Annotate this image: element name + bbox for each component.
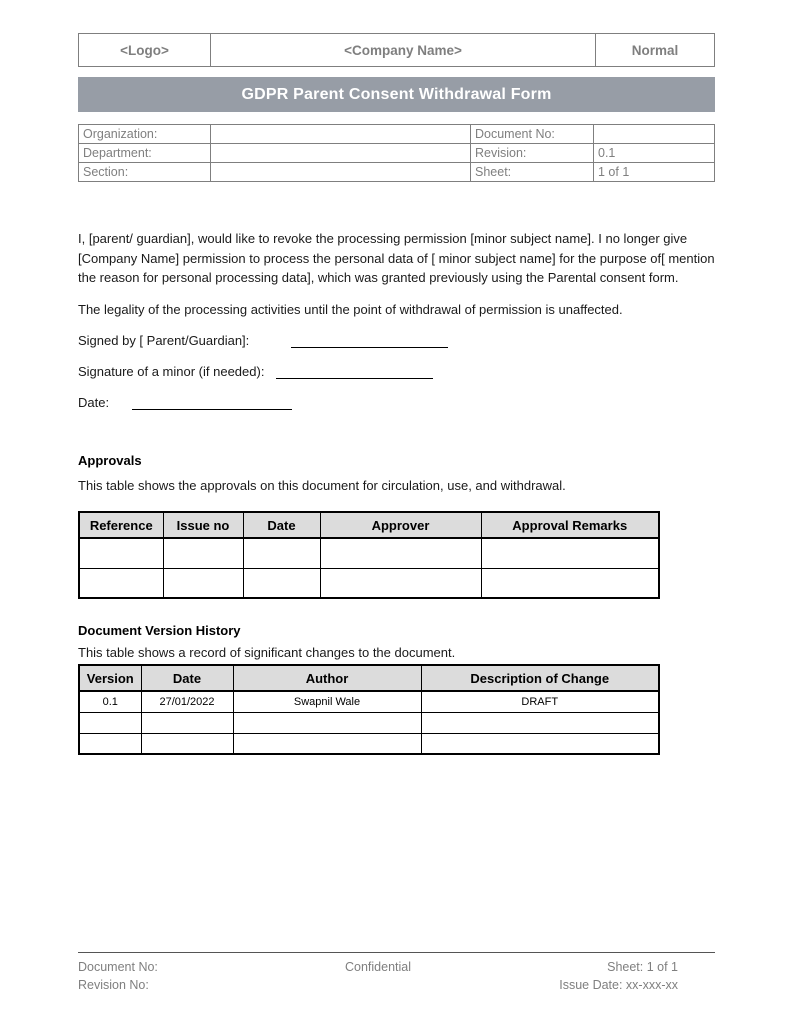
version-date: 27/01/2022 [141, 691, 233, 712]
document-no-value-field[interactable] [594, 125, 715, 144]
version-col-author: Author [233, 665, 421, 691]
version-number: 0.1 [79, 691, 141, 712]
sheet-label: Sheet: [471, 163, 594, 182]
approvals-cell[interactable] [243, 538, 320, 568]
version-author: Swapnil Wale [233, 691, 421, 712]
version-history-description: This table shows a record of significant changes to the document. [78, 645, 456, 660]
document-title: GDPR Parent Consent Withdrawal Form [241, 85, 552, 103]
approvals-col-date: Date [243, 512, 320, 538]
approvals-cell[interactable] [79, 538, 163, 568]
footer-confidential-label: Confidential [344, 960, 411, 974]
date-row [78, 393, 715, 410]
date-label: Date: [78, 395, 110, 410]
approvals-cell[interactable] [79, 568, 163, 598]
version-cell[interactable] [141, 712, 233, 733]
version-cell[interactable] [141, 733, 233, 754]
template-type-label: Normal [596, 34, 715, 67]
approvals-description: This table shows the approvals on this document for circulation, use, and withdrawal. [78, 478, 566, 493]
date-line[interactable] [132, 395, 292, 410]
version-cell[interactable] [233, 712, 421, 733]
section-value-field[interactable] [211, 163, 471, 182]
footer-document-no: Document No: [78, 960, 158, 974]
version-header-row [79, 665, 659, 691]
version-data-row [79, 691, 659, 712]
logo-placeholder[interactable]: <Logo> [79, 34, 211, 67]
approvals-table [78, 511, 660, 599]
organization-label: Organization: [79, 125, 211, 144]
version-cell[interactable] [233, 733, 421, 754]
version-change-description: DRAFT [421, 691, 659, 712]
organization-value-field[interactable] [211, 125, 471, 144]
consent-revocation-paragraph: I, [parent/ guardian], would like to revoke the processing permission [minor subject name]. I no longer give [Company Name] permission to process the personal data of [ minor subject name] for the purpose of[ mention the reason for personal processing data], which was granted previously using the Parental consent form. [78, 231, 715, 285]
footer-issue-date: Issue Date: xx-xxx-xx [559, 978, 678, 992]
company-name-placeholder[interactable]: <Company Name> [211, 34, 596, 67]
approvals-header-row [79, 512, 659, 538]
approvals-heading: Approvals [78, 453, 142, 468]
document-no-label: Document No: [471, 125, 594, 144]
department-label: Department: [79, 144, 211, 163]
version-cell[interactable] [421, 712, 659, 733]
footer-left [78, 958, 278, 994]
signed-by-signature-line[interactable] [291, 333, 448, 348]
approvals-col-remarks: Approval Remarks [481, 512, 659, 538]
metadata-row [79, 144, 715, 163]
approvals-empty-row [79, 568, 659, 598]
footer-center [278, 958, 478, 994]
header-table [78, 33, 715, 67]
version-col-description: Description of Change [421, 665, 659, 691]
approvals-col-reference: Reference [79, 512, 163, 538]
signed-by-label: Signed by [ Parent/Guardian]: [78, 333, 250, 348]
version-history-table [78, 664, 660, 755]
revision-label: Revision: [471, 144, 594, 163]
header-row [79, 34, 715, 67]
approvals-cell[interactable] [243, 568, 320, 598]
approvals-col-issue-no: Issue no [163, 512, 243, 538]
metadata-row [79, 163, 715, 182]
document-content [78, 33, 715, 755]
title-banner [78, 77, 715, 112]
footer-columns [78, 958, 678, 994]
page-footer [78, 952, 715, 994]
approvals-cell[interactable] [320, 538, 481, 568]
approvals-col-approver: Approver [320, 512, 481, 538]
version-col-version: Version [79, 665, 141, 691]
version-history-heading: Document Version History [78, 623, 241, 638]
footer-sheet: Sheet: 1 of 1 [607, 960, 678, 974]
version-cell[interactable] [79, 712, 141, 733]
approvals-cell[interactable] [163, 568, 243, 598]
department-value-field[interactable] [211, 144, 471, 163]
footer-right [478, 958, 678, 994]
version-empty-row [79, 712, 659, 733]
revision-value: 0.1 [594, 144, 715, 163]
minor-signature-row [78, 362, 715, 379]
metadata-table [78, 124, 715, 182]
minor-signature-line[interactable] [276, 364, 433, 379]
section-label: Section: [79, 163, 211, 182]
footer-revision-no: Revision No: [78, 978, 149, 992]
legality-paragraph: The legality of the processing activities until the point of withdrawal of permission is unaffected. [78, 301, 623, 317]
version-cell[interactable] [79, 733, 141, 754]
version-cell[interactable] [421, 733, 659, 754]
approvals-cell[interactable] [481, 568, 659, 598]
version-col-date: Date [141, 665, 233, 691]
metadata-row [79, 125, 715, 144]
minor-signature-label: Signature of a minor (if needed): [78, 364, 265, 379]
approvals-cell[interactable] [481, 538, 659, 568]
version-empty-row [79, 733, 659, 754]
approvals-cell[interactable] [163, 538, 243, 568]
approvals-cell[interactable] [320, 568, 481, 598]
approvals-empty-row [79, 538, 659, 568]
sheet-value: 1 of 1 [594, 163, 715, 182]
signed-by-row [78, 331, 715, 348]
